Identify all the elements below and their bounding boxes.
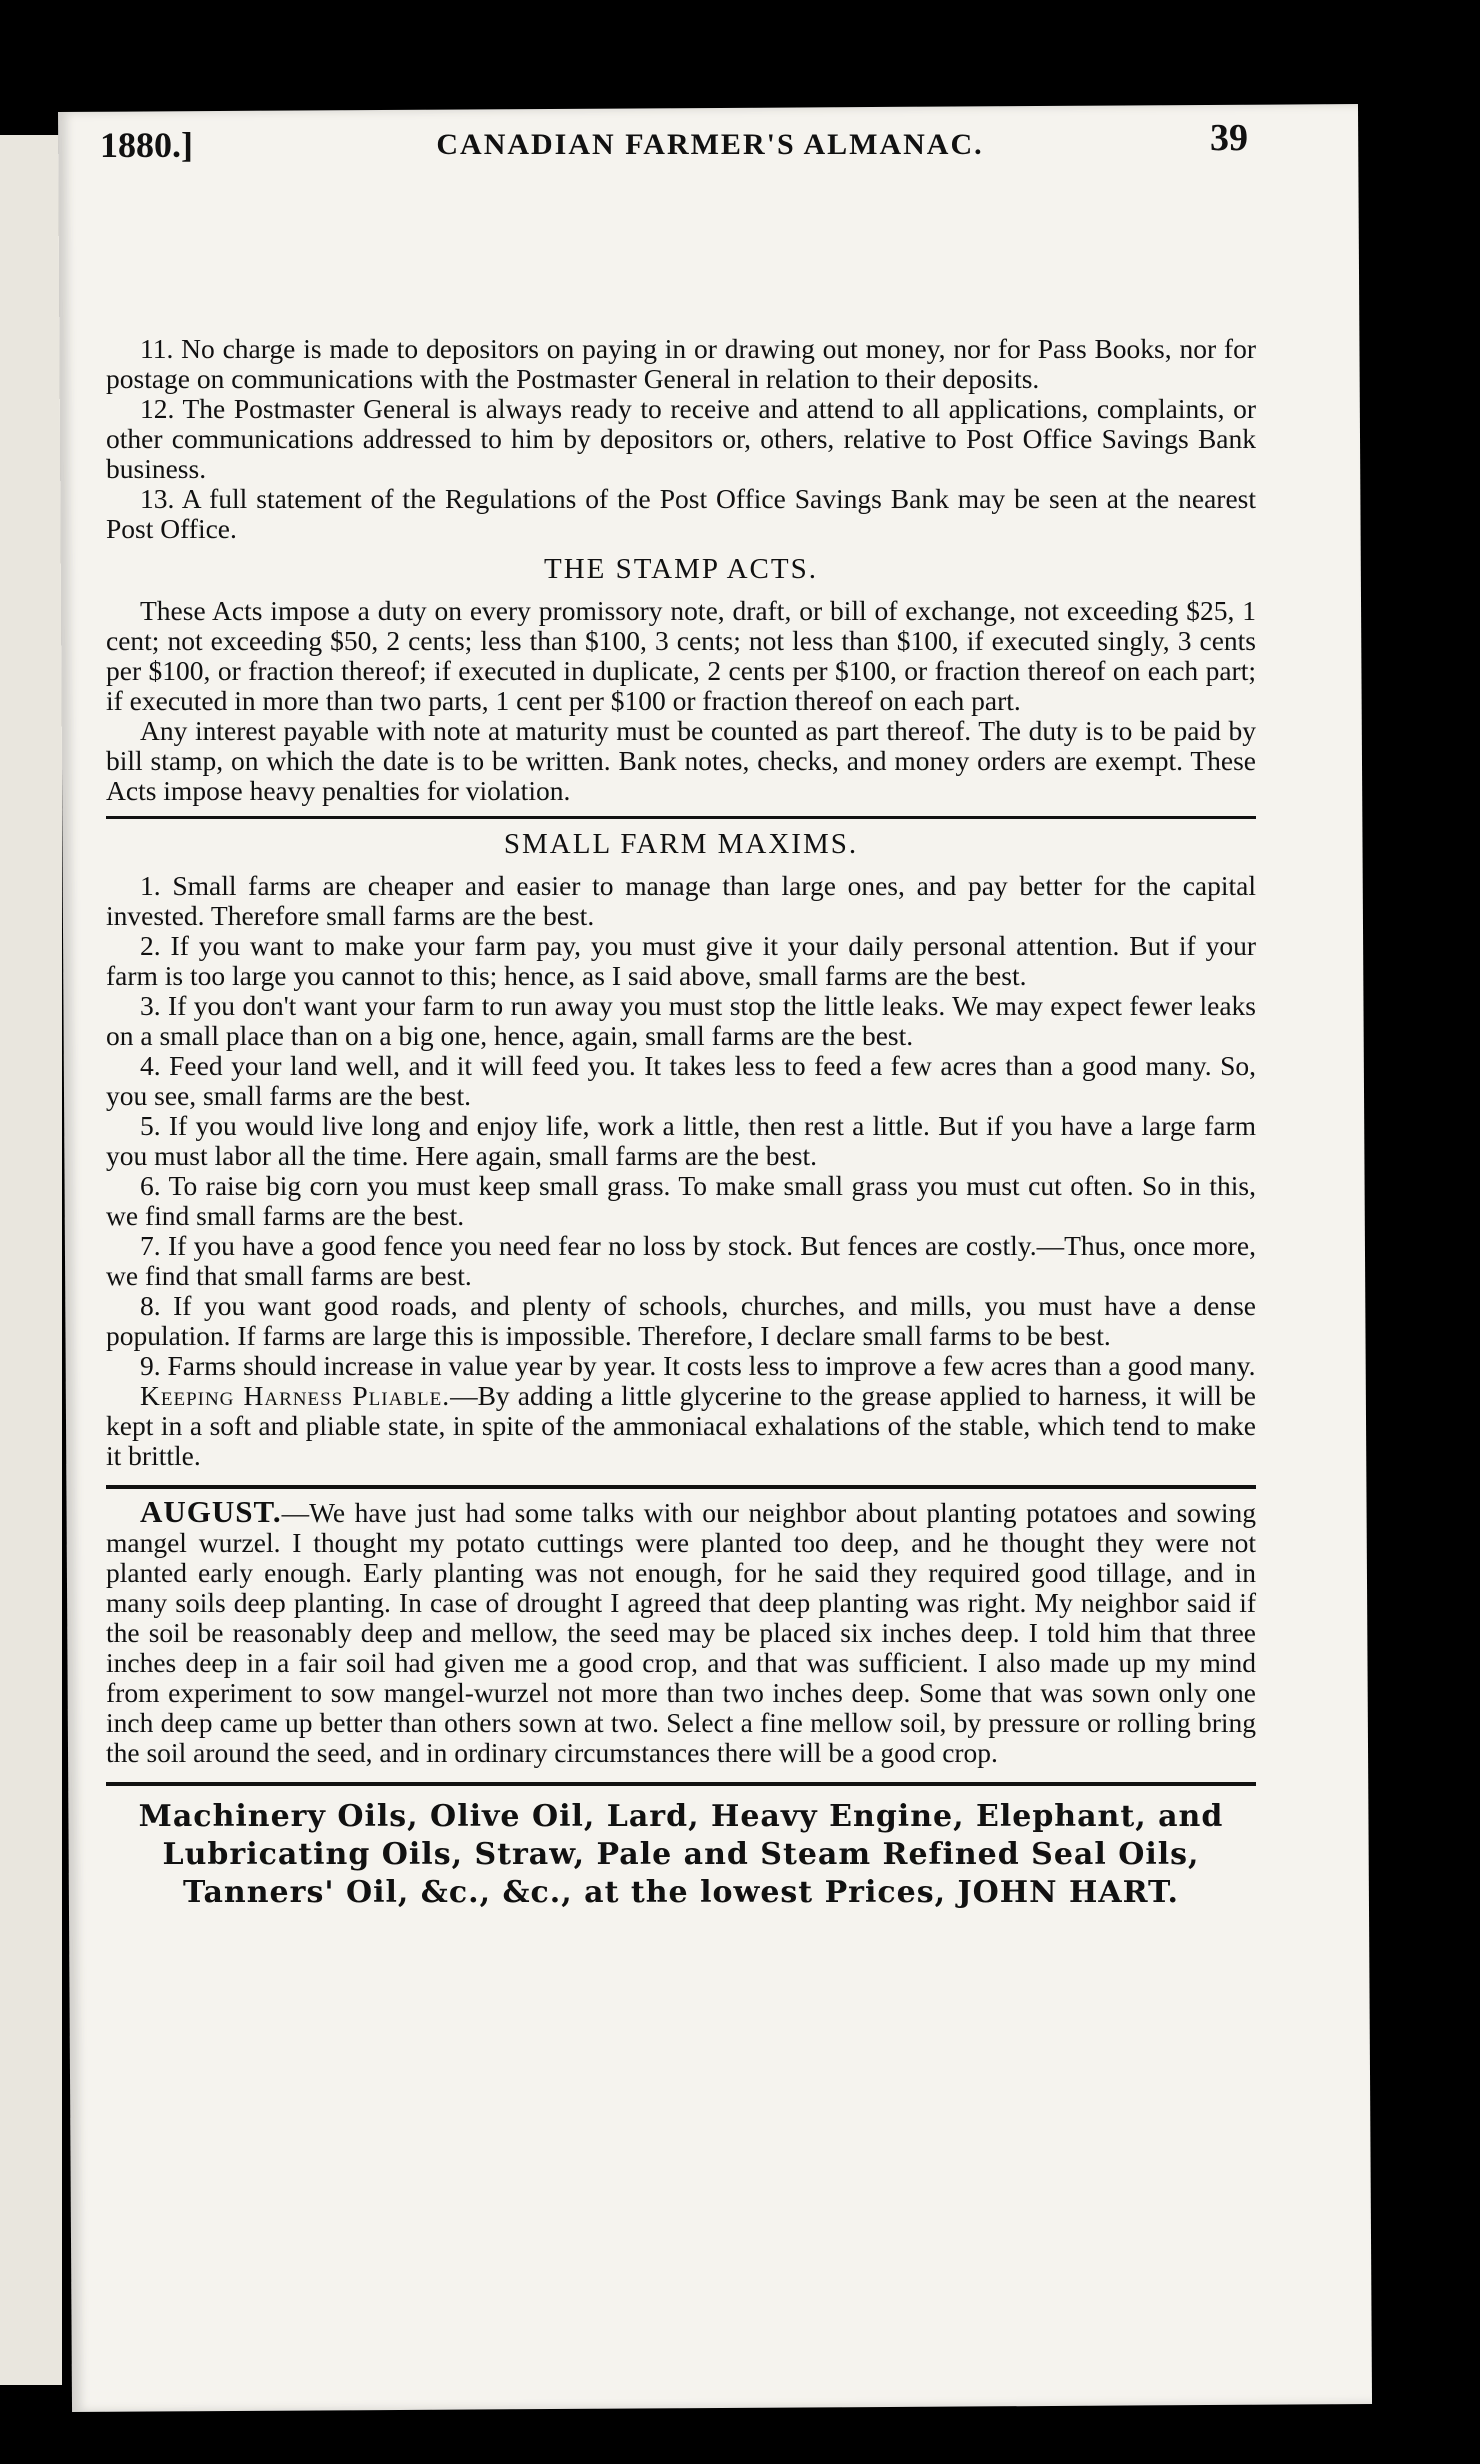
stamp-acts-paragraph-2: Any interest payable with note at maturity must be counted as part thereof. The duty is to be paid by bill stamp, on which the date is to be written. Bank notes, checks, and money orders are exempt. These Acts impose heavy penalties for violation. [106,715,1256,806]
august-paragraph [106,1494,1256,1768]
stamp-acts-heading: THE STAMP ACTS. [544,553,818,585]
maxim-item: 4. Feed your land well, and it will feed you. It takes less to feed a few acres than a good many. So, you see, small farms are the best. [106,1050,1256,1111]
maxim-item: 6. To raise big corn you must keep small grass. To make small grass you must cut often. So in this, we find small farms are the best. [106,1170,1256,1231]
maxim-item: 8. If you want good roads, and plenty of schools, churches, and mills, you must have a dense population. If farms are large this is impossible. Therefore, I declare small farms to be best. [106,1290,1256,1351]
running-header-title: CANADIAN FARMER'S ALMANAC. [436,128,984,161]
august-lead: AUGUST. [140,1494,282,1529]
august-text: —We have just had some talks with our neighbor about planting potatoes and sowing mangel wurzel. I thought my potato cuttings were planted too deep, and he thought they were not planted early enough. Early planting was not enough, for he said they required good tillage, and in many soils deep planting. In case of drought I agreed that deep planting was right. My neighbor said if the soil be reasonably deep and mellow, the seed may be placed six inches deep. I told him that three inches deep in a fair soil had given me a good crop, and that was sufficient. I also made up my mind from experiment to sow mangel-wurzel not more than two inches deep. Some that was sown only one inch deep came up better than others sown at two. Select a fine mellow soil, by pressure or rolling bring the soil around the seed, and in ordinary circumstances there will be a good crop. [106,1497,1256,1768]
page-body [106,334,1256,1912]
maxim-item: 1. Small farms are cheaper and easier to manage than large ones, and pay better for the capital invested. Therefore small farms are the best. [106,870,1256,931]
running-header-year: 1880.] [100,125,193,165]
small-farm-maxims-heading: SMALL FARM MAXIMS. [503,828,859,860]
harness-paragraph [106,1381,1256,1471]
maxim-item: 3. If you don't want your farm to run away you must stop the little leaks. We may expect fewer leaks on a small place than on a big one, hence, again, small farms are the best. [106,990,1256,1051]
adjacent-page-edge [0,135,62,2385]
advertisement-divider [106,1782,1256,1786]
page-number: 39 [1210,117,1248,159]
harness-text: —By adding a little glycerine to the grease applied to harness, it will be kept in a soft and pliable state, in spite of the ammoniacal exhalations of the stable, which tend to make it brittle. [106,1380,1256,1471]
section-divider [106,816,1256,819]
august-divider [106,1485,1256,1489]
advertisement [106,1798,1256,1912]
harness-lead: Keeping Harness Pliable. [140,1380,451,1411]
advertisement-line-3: Tanners' Oil, &c., &c., at the lowest Prices, JOHN HART. [183,1875,1179,1910]
advertisement-line-2: Lubricating Oils, Straw, Pale and Steam Refined Seal Oils, [162,1837,1200,1872]
savings-bank-rule-13: 13. A full statement of the Regulations of the Post Office Savings Bank may be seen at the nearest Post Office. [106,483,1256,544]
maxim-item: 5. If you would live long and enjoy life, work a little, then rest a little. But if you have a large farm you must labor all the time. Here again, small farms are the best. [106,1110,1256,1171]
maxim-item: 9. Farms should increase in value year by year. It costs less to improve a few acres than a good many. [140,1350,1256,1381]
savings-bank-rule-11: 11. No charge is made to depositors on paying in or drawing out money, nor for Pass Books, nor for postage on communications with the Postmaster General in relation to their deposits. [106,333,1256,394]
savings-bank-rule-12: 12. The Postmaster General is always ready to receive and attend to all applications, complaints, or other communications addressed to him by depositors or, others, relative to Post Office Savings Bank business. [106,393,1256,484]
stamp-acts-paragraph-1: These Acts impose a duty on every promissory note, draft, or bill of exchange, not exceeding $25, 1 cent; not exceeding $50, 2 cents; less than $100, 3 cents; not less than $100, if executed singly, 3 cents per $100, or fraction thereof; if executed in duplicate, 2 cents per $100, or fraction thereof on each part; if executed in more than two parts, 1 cent per $100 or fraction thereof on each part. [106,595,1256,716]
advertisement-line-1: Machinery Oils, Olive Oil, Lard, Heavy Engine, Elephant, and [138,1799,1224,1834]
maxim-item: 2. If you want to make your farm pay, you must give it your daily personal attention. But if your farm is too large you cannot to this; hence, as I said above, small farms are the best. [106,930,1256,991]
maxim-item: 7. If you have a good fence you need fear no loss by stock. But fences are costly.—Thus, once more, we find that small farms are best. [106,1230,1256,1291]
